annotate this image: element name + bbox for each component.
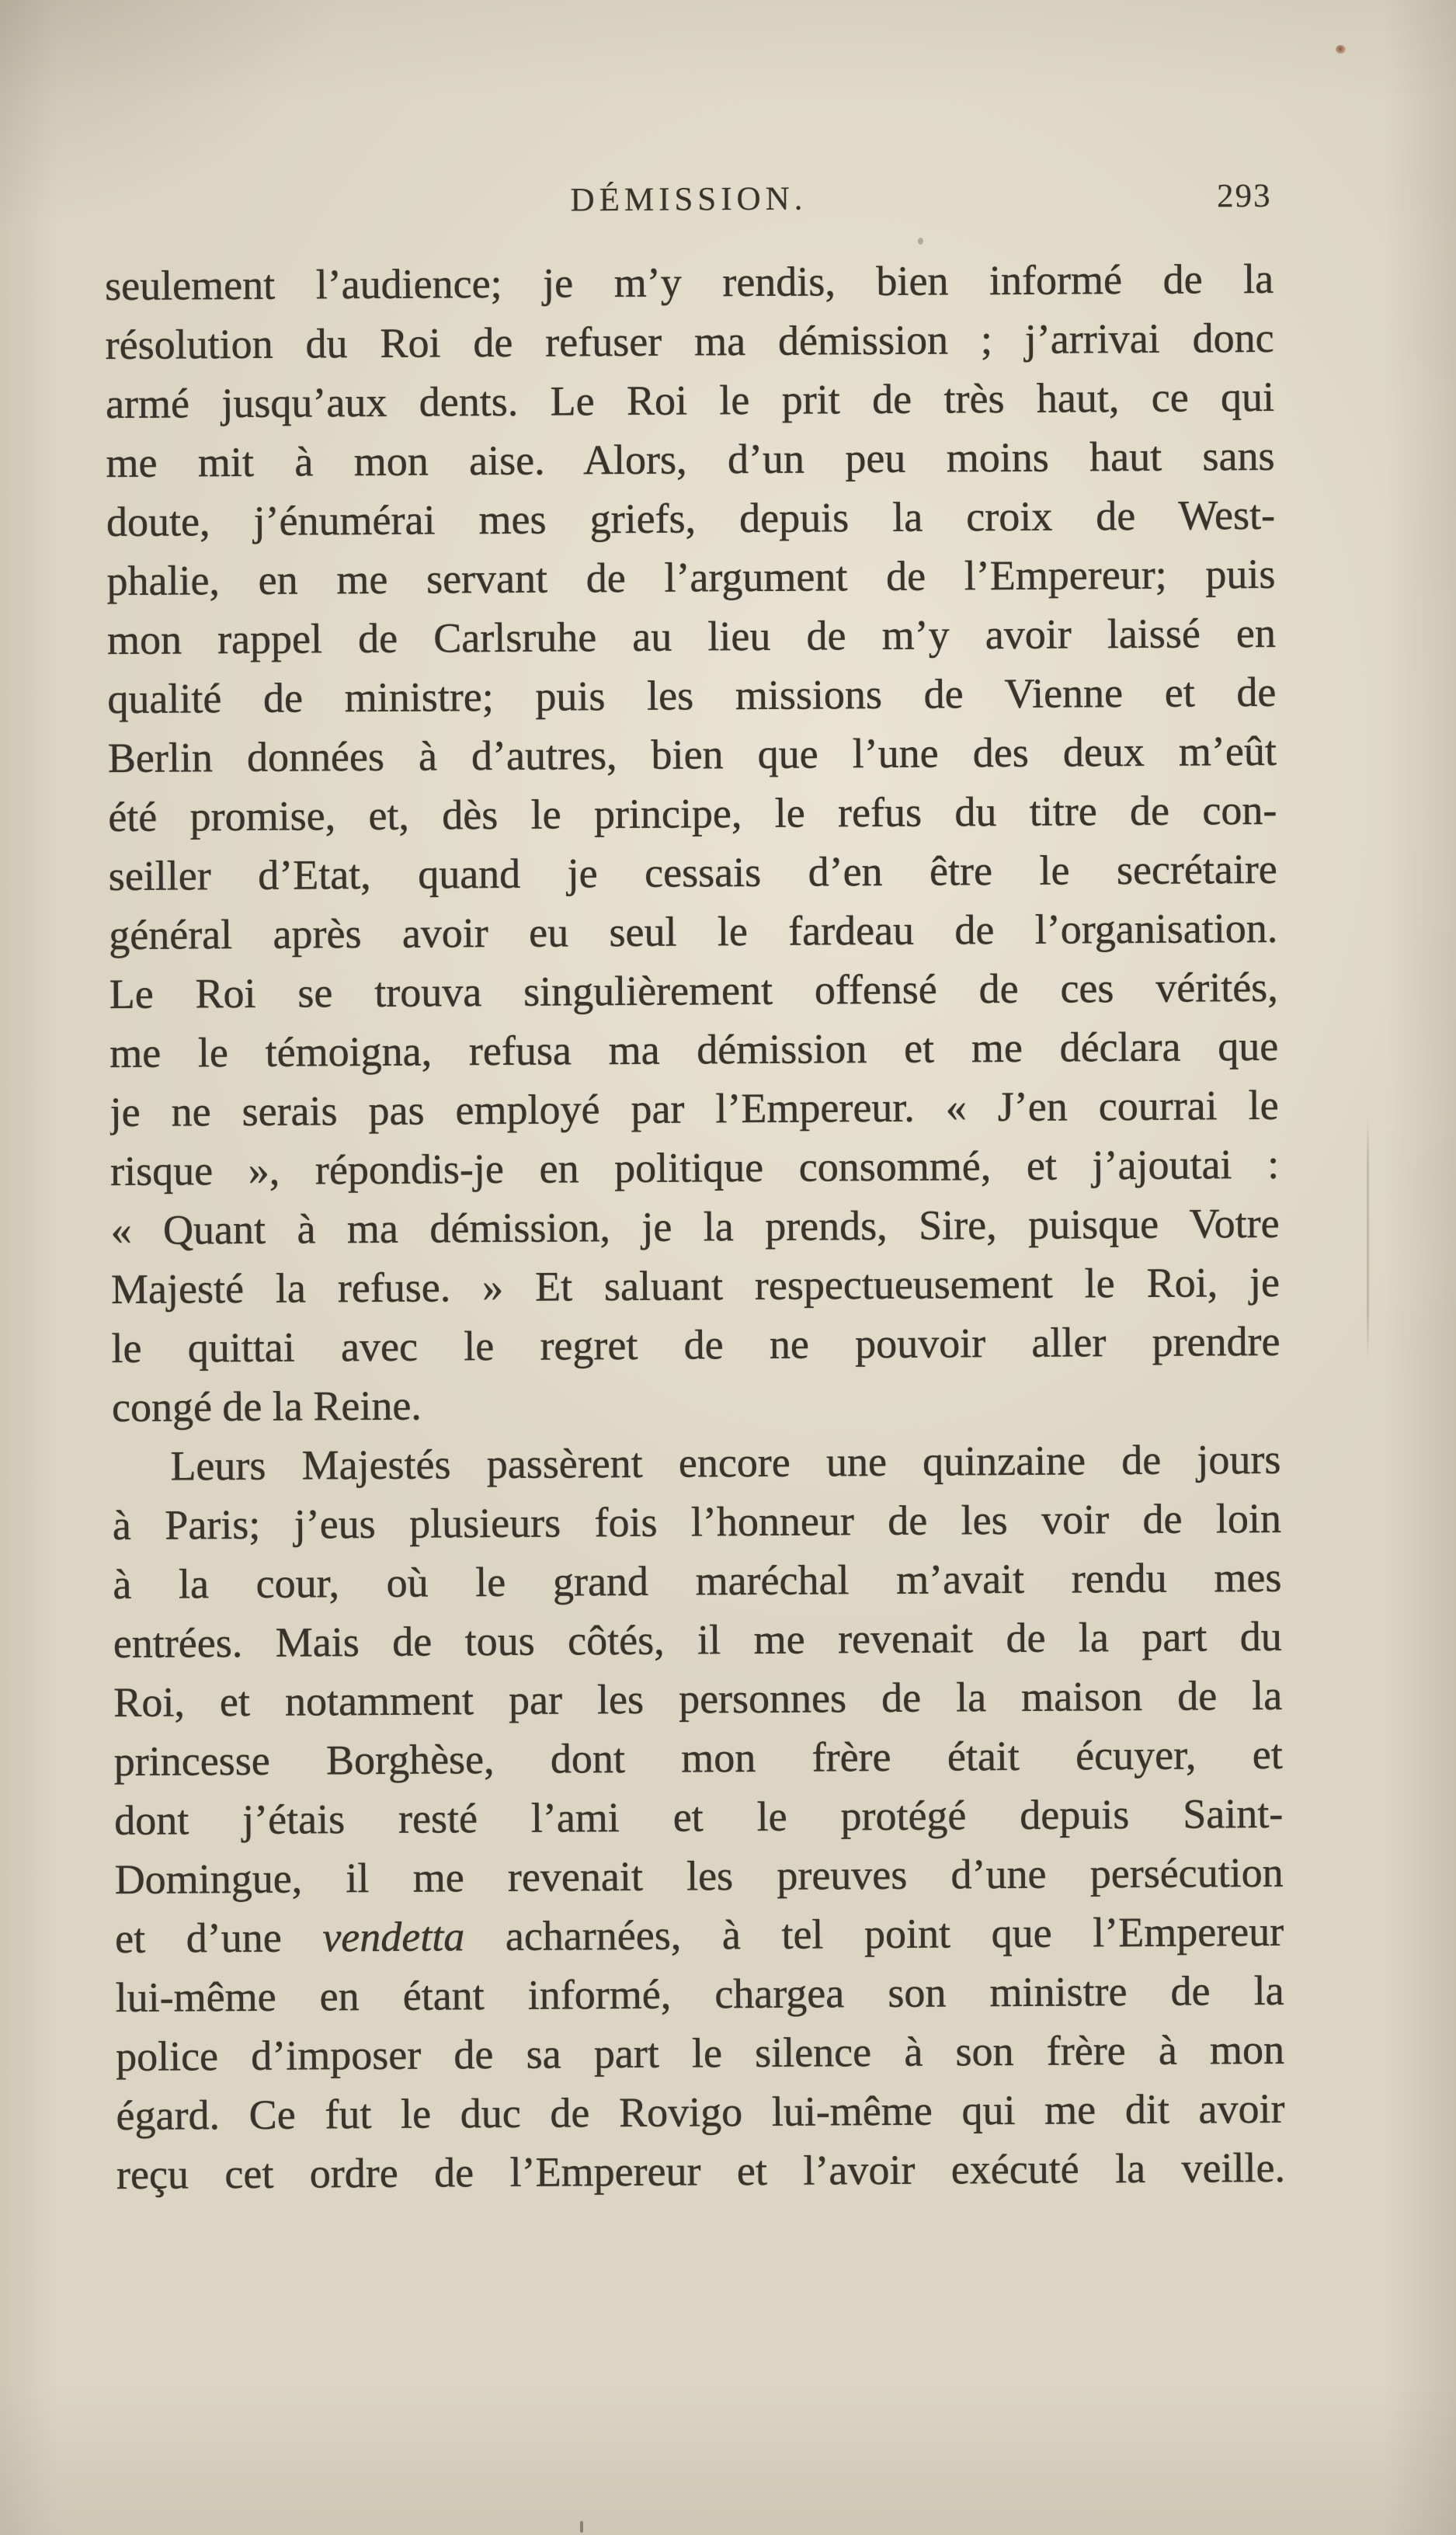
text-segment: me le témoigna, refusa ma démission et me déclara que	[109, 1022, 1279, 1077]
text-line	[106, 544, 1275, 610]
text-segment: congé de la Reine.	[111, 1382, 422, 1431]
text-line	[108, 722, 1277, 788]
text-segment: qualité de ministre; puis les missions de Vienne et de	[107, 668, 1277, 723]
text-segment: seiller d’Etat, quand je cessais d’en être le secrétaire	[108, 845, 1277, 900]
text-segment: princesse Borghèse, dont mon frère était écuyer, et	[113, 1730, 1283, 1785]
text-line	[112, 1371, 1281, 1437]
text-segment: Berlin données à d’autres, bien que l’une des deux m’eût	[107, 727, 1277, 782]
text-line	[105, 308, 1274, 374]
text-line	[110, 1194, 1279, 1260]
page-header	[104, 176, 1273, 224]
text-line	[106, 485, 1275, 551]
text-segment: acharnées, à tel point que l’Empereur	[464, 1907, 1284, 1960]
text-segment: mon rappel de Carlsruhe au lieu de m’y avoir laissé en	[106, 609, 1277, 664]
text-line	[111, 1312, 1280, 1378]
ink-dot	[918, 238, 923, 245]
text-line	[105, 249, 1274, 315]
text-block	[105, 249, 1285, 2204]
page-number: 293	[1216, 177, 1272, 215]
text-line	[109, 1076, 1278, 1142]
text-segment: armé jusqu’aux dents. Le Roi le prit de très haut, ce qui	[105, 373, 1275, 428]
text-line	[109, 1017, 1278, 1083]
text-segment: et d’une	[114, 1914, 323, 1962]
foxing-speck	[1336, 45, 1346, 54]
text-segment: dont j’étais resté l’ami et le protégé depuis Saint-	[114, 1789, 1284, 1844]
text-line	[108, 781, 1277, 847]
text-line	[109, 840, 1277, 906]
text-line	[116, 2079, 1284, 2145]
text-segment: Domingue, il me revenait les preuves d’une persécution	[114, 1848, 1284, 1903]
running-title: DÉMISSION.	[570, 180, 808, 219]
text-line	[106, 426, 1274, 492]
text-line	[106, 367, 1274, 433]
text-line	[112, 1430, 1281, 1496]
text-line	[107, 662, 1276, 729]
text-line	[116, 2020, 1284, 2086]
text-line	[113, 1607, 1282, 1673]
text-line	[111, 1253, 1280, 1319]
text-line	[115, 1961, 1284, 2027]
text-segment: lui-même en étant informé, chargea son ministre de la	[115, 1966, 1284, 2021]
text-segment: été promise, et, dès le principe, le refus du titre de con-	[108, 786, 1277, 841]
text-segment: égard. Ce fut le duc de Rovigo lui-même qui me dit avoir	[116, 2085, 1285, 2139]
paper-crease	[1367, 1114, 1369, 1363]
bottom-ink-dash	[580, 2521, 583, 2533]
italic-word: vendetta	[322, 1913, 465, 1961]
text-line	[114, 1725, 1283, 1791]
text-line	[115, 1902, 1284, 1968]
paragraph	[112, 1430, 1285, 2204]
text-line	[114, 1784, 1283, 1850]
text-line	[110, 1135, 1279, 1201]
text-line	[107, 603, 1276, 669]
text-segment: police d’imposer de sa part le silence à son frère à mon	[115, 2026, 1285, 2080]
text-segment: Le Roi se trouva singulièrement offensé de ces vérités,	[109, 963, 1278, 1018]
text-segment: seulement l’audience; je m’y rendis, bien informé de la	[104, 255, 1274, 310]
text-segment: Leurs Majestés passèrent encore une quinzaine de jours	[170, 1435, 1281, 1490]
text-line	[109, 958, 1278, 1024]
text-segment: à Paris; j’eus plusieurs fois l’honneur de les voir de loin	[112, 1494, 1282, 1549]
text-segment: résolution du Roi de refuser ma démission ; j’arrivai donc	[105, 314, 1274, 369]
text-line	[113, 1548, 1281, 1614]
text-segment: reçu cet ordre de l’Empereur et l’avoir exécuté la veille.	[116, 2144, 1286, 2198]
text-segment: Roi, et notamment par les personnes de la maison de la	[113, 1671, 1283, 1726]
text-segment: Majesté la refuse. » Et saluant respectueusement le Roi, je	[110, 1258, 1281, 1313]
text-line	[113, 1666, 1282, 1732]
text-segment: le quittai avec le regret de ne pouvoir aller prendre	[111, 1317, 1281, 1372]
text-segment: entrées. Mais de tous côtés, il me revenait de la part du	[113, 1612, 1283, 1667]
text-segment: je ne serais pas employé par l’Empereur. « J’en courrai le	[109, 1081, 1279, 1136]
text-segment: doute, j’énumérai mes griefs, depuis la croix de West-	[106, 491, 1276, 546]
text-segment: « Quant à ma démission, je la prends, Sire, puisque Votre	[110, 1199, 1280, 1254]
text-segment: risque », répondis-je en politique consommé, et j’ajoutai :	[109, 1140, 1280, 1195]
text-line	[114, 1843, 1283, 1909]
paragraph	[105, 249, 1281, 1437]
text-segment: me mit à mon aise. Alors, d’un peu moins haut sans	[106, 432, 1275, 487]
text-line	[116, 2138, 1285, 2204]
text-line	[113, 1489, 1281, 1555]
text-segment: phalie, en me servant de l’argument de l’Empereur; puis	[106, 550, 1276, 605]
text-segment: général après avoir eu seul le fardeau de l’organisation.	[109, 904, 1278, 959]
text-line	[109, 899, 1277, 965]
text-segment: à la cour, où le grand maréchal m’avait rendu mes	[113, 1553, 1282, 1608]
